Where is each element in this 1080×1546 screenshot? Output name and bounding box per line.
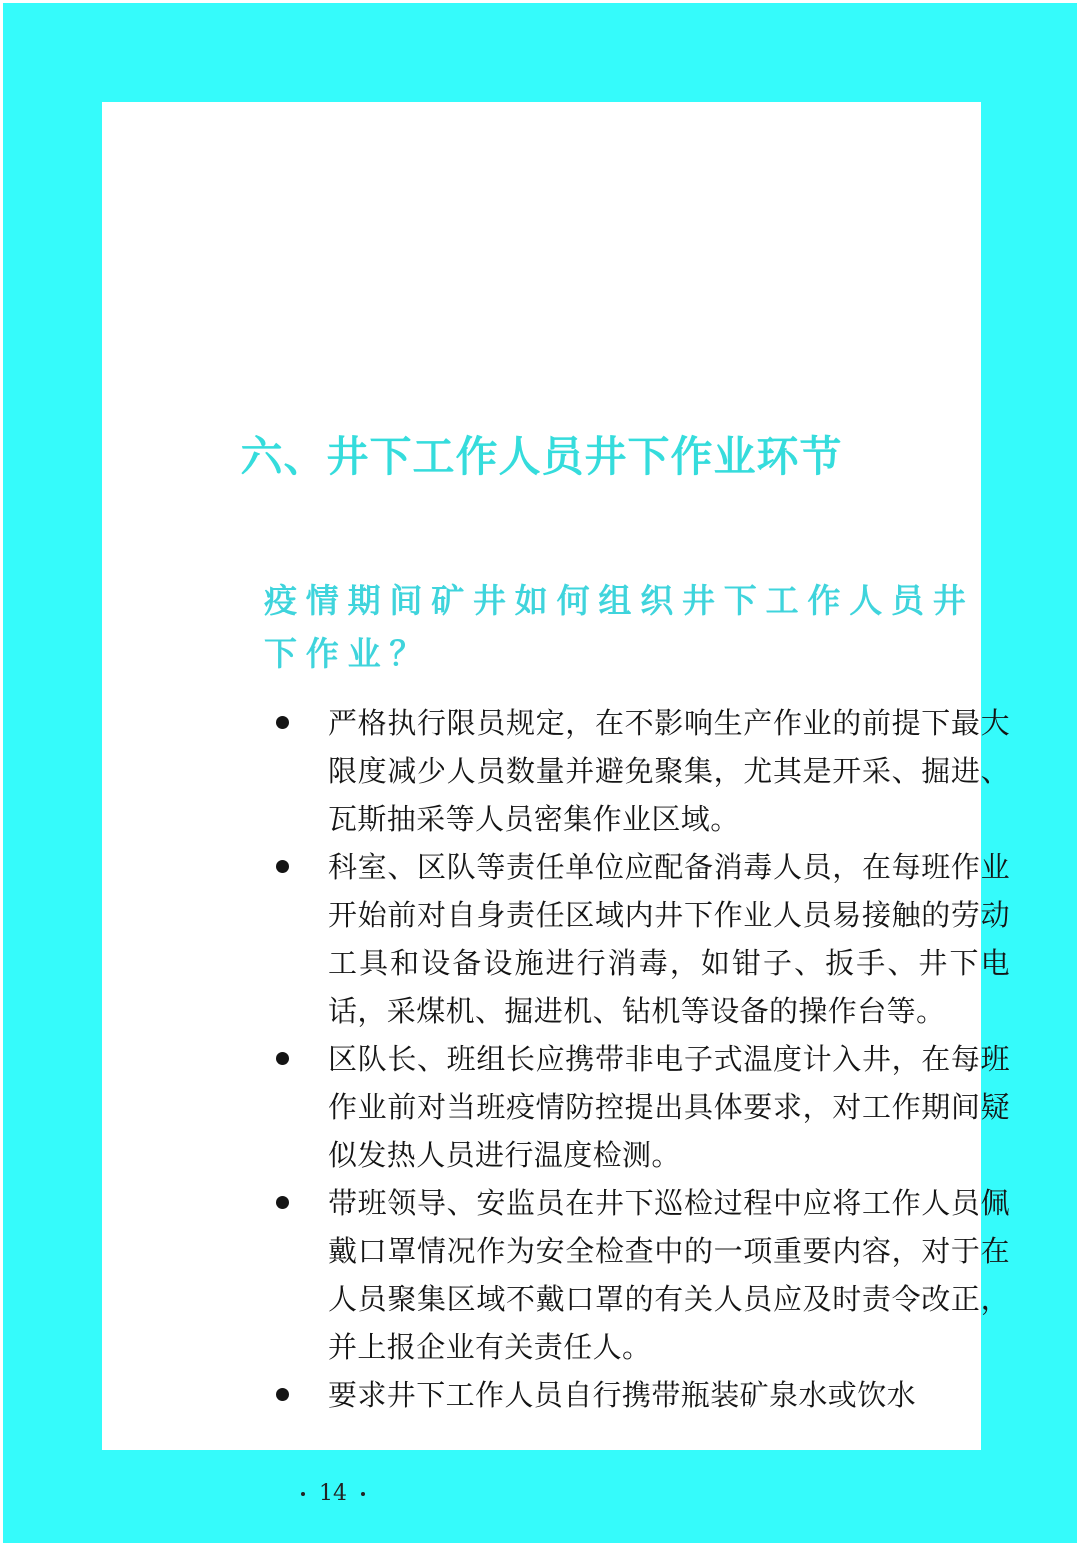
bullet-dot-icon (276, 716, 289, 729)
bullet-text: 要求井下工作人员自行携带瓶装矿泉水或饮水 (328, 1378, 917, 1412)
bullet-item (270, 1179, 1010, 1371)
page-number-value: 14 (319, 1481, 347, 1506)
page-number-dot-icon (301, 1492, 305, 1496)
bullet-item (270, 1035, 1010, 1179)
bullet-text: 科室、区队等责任单位应配备消毒人员，在每班作业开始前对自身责任区域内井下作业人员易接触的劳动工具和设备设施进行消毒，如钳子、扳手、井下电话，采煤机、掘进机、钻机等设备的操作台等。 (328, 850, 1010, 1028)
page-content (102, 102, 1010, 1506)
bullet-dot-icon (276, 1388, 289, 1401)
bullet-dot-icon (276, 1196, 289, 1209)
bullet-text: 区队长、班组长应携带非电子式温度计入井，在每班作业前对当班疫情防控提出具体要求，对工作期间疑似发热人员进行温度检测。 (328, 1042, 1010, 1172)
bullet-list (270, 699, 1010, 1419)
bullet-text: 带班领导、安监员在井下巡检过程中应将工作人员佩戴口罩情况作为安全检查中的一项重要内容，对于在人员聚集区域不戴口罩的有关人员应及时责令改正，并上报企业有关责任人。 (328, 1186, 1010, 1364)
question-heading: 疫情期间矿井如何组织井下工作人员井下作业？ (264, 581, 975, 673)
bullet-item (270, 1371, 1010, 1419)
bullet-text: 严格执行限员规定，在不影响生产作业的前提下最大限度减少人员数量并避免聚集，尤其是开采、掘进、瓦斯抽采等人员密集作业区域。 (328, 706, 1010, 836)
page-border (3, 3, 1077, 1543)
page-number (287, 1479, 379, 1509)
section-title: 六、井下工作人员井下作业环节 (240, 432, 843, 481)
page-number-dot-icon (361, 1492, 365, 1496)
bullet-dot-icon (276, 1052, 289, 1065)
bullet-item (270, 699, 1010, 843)
bullet-dot-icon (276, 860, 289, 873)
bullet-item (270, 843, 1010, 1035)
